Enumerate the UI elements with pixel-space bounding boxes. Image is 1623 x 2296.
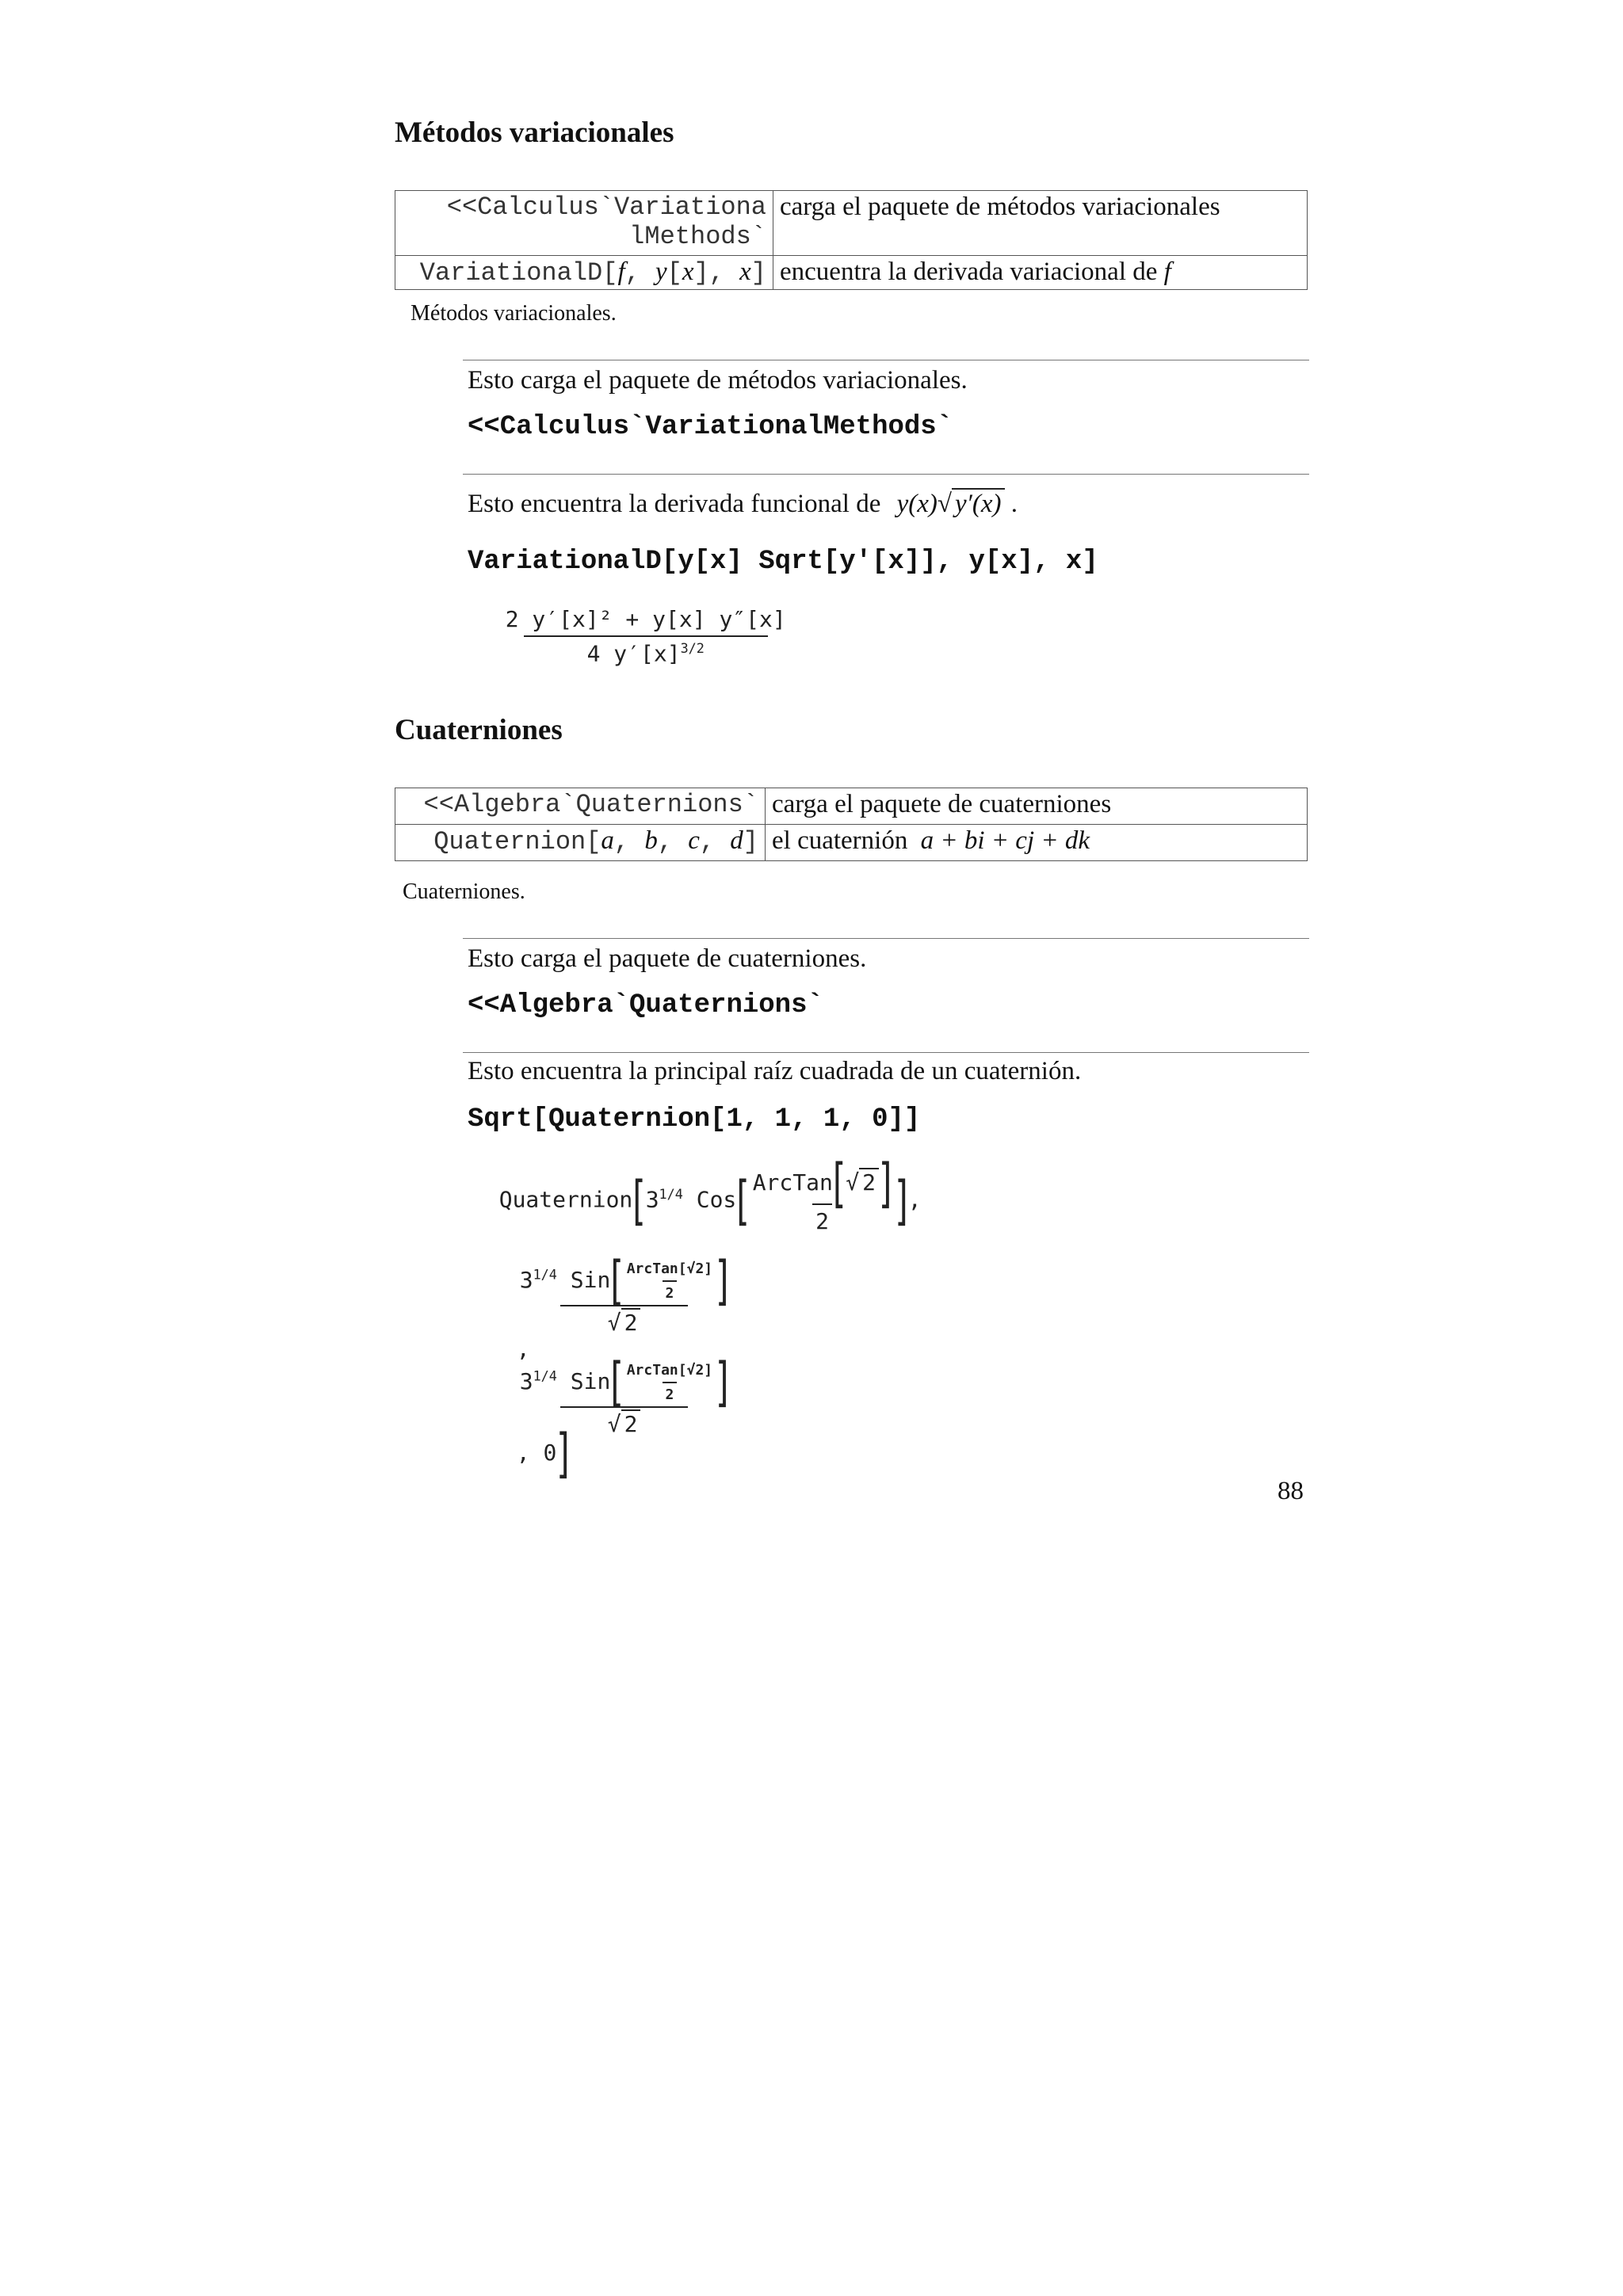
table-caption: Métodos variacionales. xyxy=(411,301,617,326)
table-row xyxy=(395,825,1308,861)
sqrt-symbol: √ y′(x) xyxy=(938,490,1005,519)
fraction: $\frac{\text{ArcTan[√ 2]}}{2}$ xyxy=(752,1152,892,1234)
table-cell-command: <<Algebra`Quaternions` xyxy=(395,788,766,825)
input-code: VariationalD[y[x] Sqrt[y'[x]], y[x], x] xyxy=(468,547,1098,577)
input-code: Sqrt[Quaternion[1, 1, 1, 0]] xyxy=(468,1104,921,1135)
table-row xyxy=(395,256,1308,290)
output-line-2: $3^{1/4}$ Sin[ $\frac{\text{ArcTan[√2]}}{2}$ ] √ 2 , $3^{1/4}$ Sin[ $\frac{\text{ArcTan[√2]}}{2}$ ] √ 2 , 0] xyxy=(490,1234,732,1470)
cell-text: Esto carga el paquete de cuaterniones. xyxy=(468,944,867,973)
section-heading-quaternions: Cuaterniones xyxy=(395,714,563,746)
cell-divider xyxy=(463,1052,1309,1053)
cell-divider xyxy=(463,938,1309,939)
output-fraction: $\frac{\text{2 y′[x]² + y[x] y″[x]}}{4 y'[x]^{3/2}}$ xyxy=(505,606,786,667)
command-text: <<Calculus`Variationa xyxy=(446,193,766,222)
cell-divider xyxy=(463,474,1309,475)
table-cell-description: carga el paquete de cuaterniones xyxy=(766,788,1308,825)
table-cell-command: Quaternion[a, b, c, d] xyxy=(395,825,766,861)
input-code: <<Algebra`Quaternions` xyxy=(468,990,823,1020)
table-caption: Cuaterniones. xyxy=(403,879,525,904)
table-row xyxy=(395,191,1308,256)
section-heading-variational: Métodos variacionales xyxy=(395,116,674,149)
fraction: $3^{1/4}$ Sin[ $\frac{\text{ArcTan[√2]}}{2}$ ] √ 2 xyxy=(519,1351,729,1437)
table-cell-command xyxy=(395,191,773,256)
output-line-1: $Quaternion[3^{1/4}$ Cos[ $\frac{\text{ArcTan[√ 2]}}{2}$ ], xyxy=(498,1152,922,1234)
fraction: $3^{1/4}$ Sin[ $\frac{\text{ArcTan[√2]}}{2}$ ] √ 2 xyxy=(519,1249,729,1336)
table-row xyxy=(395,788,1308,825)
page-number: 88 xyxy=(1277,1477,1304,1505)
cell-text: Esto encuentra la derivada funcional de y(x)√ y′(x) . xyxy=(468,490,1018,518)
table-cell-description: el cuaternión a + bi + cj + dk xyxy=(766,825,1308,861)
input-code: <<Calculus`VariationalMethods` xyxy=(468,412,953,442)
cell-text: Esto encuentra la principal raíz cuadrada de un cuaternión. xyxy=(468,1057,1082,1085)
table-cell-command: VariationalD[f, y[x], x] xyxy=(395,256,773,290)
cell-text: Esto carga el paquete de métodos variacionales. xyxy=(468,366,968,395)
reference-table-quaternions xyxy=(395,788,1308,861)
table-cell-description: carga el paquete de métodos variacionales xyxy=(773,191,1308,256)
table-cell-description: encuentra la derivada variacional de f xyxy=(773,256,1308,290)
command-text-continued: lMethods` xyxy=(629,222,766,251)
reference-table-variational xyxy=(395,190,1308,290)
